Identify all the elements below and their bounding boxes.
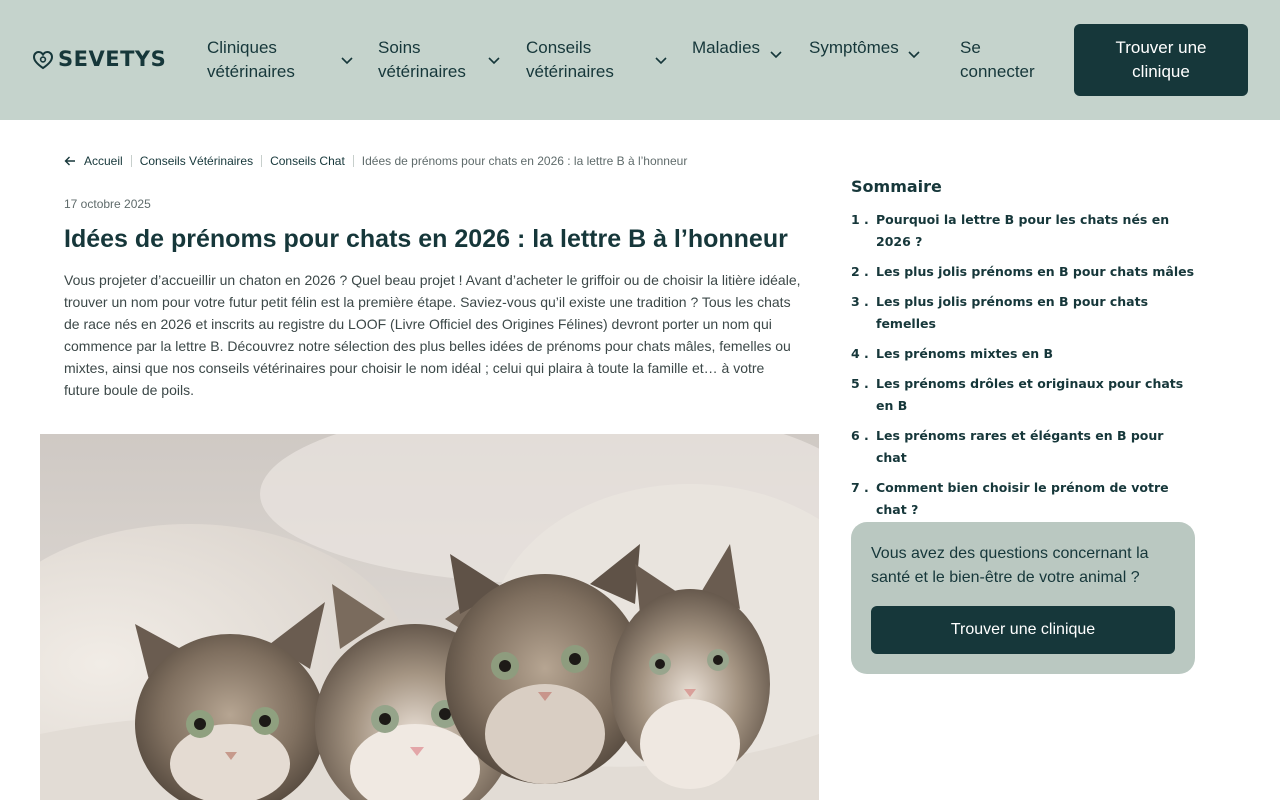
help-card bbox=[851, 522, 1195, 674]
nav-cliniques[interactable] bbox=[207, 36, 355, 84]
toc-item-text: Les prénoms rares et élégants en B pour chat bbox=[876, 428, 1164, 465]
paw-heart-icon bbox=[31, 47, 55, 71]
article-date: 17 octobre 2025 bbox=[64, 197, 151, 211]
toc-item[interactable] bbox=[851, 477, 1196, 521]
table-of-contents bbox=[851, 209, 1196, 529]
toc-item[interactable] bbox=[851, 343, 1196, 365]
help-find-clinic-button[interactable]: Trouver une clinique bbox=[871, 606, 1175, 654]
chevron-down-icon bbox=[654, 56, 668, 66]
toc-item[interactable] bbox=[851, 373, 1196, 417]
breadcrumb-conseils-chat[interactable]: Conseils Chat bbox=[270, 154, 345, 168]
toc-item[interactable] bbox=[851, 291, 1196, 335]
breadcrumb-current: Idées de prénoms pour chats en 2026 : la lettre B à l’honneur bbox=[361, 154, 688, 168]
chevron-down-icon bbox=[340, 56, 354, 66]
breadcrumb-separator bbox=[353, 155, 354, 167]
nav-symptomes[interactable] bbox=[809, 36, 929, 60]
nav-label: Maladies bbox=[692, 38, 761, 57]
nav-label: Conseils vétérinaires bbox=[526, 38, 614, 81]
toc-item-text: Les prénoms mixtes en B bbox=[876, 346, 1054, 361]
nav-soins[interactable] bbox=[378, 36, 502, 84]
site-header bbox=[0, 0, 1280, 120]
find-clinic-button[interactable]: Trouver une clinique bbox=[1074, 24, 1248, 96]
kittens-illustration bbox=[40, 434, 819, 800]
toc-item-number: 4 . bbox=[851, 346, 869, 361]
arrow-left-icon[interactable] bbox=[64, 155, 76, 167]
logo[interactable] bbox=[31, 47, 166, 71]
help-card-text: Vous avez des questions concernant la santé et le bien-être de votre animal ? bbox=[871, 545, 1149, 586]
toc-item-text: Pourquoi la lettre B pour les chats nés en 2026 ? bbox=[876, 212, 1170, 249]
chevron-down-icon bbox=[487, 56, 501, 66]
chevron-down-icon bbox=[907, 50, 921, 60]
toc-item-number: 2 . bbox=[851, 264, 869, 279]
toc-item[interactable] bbox=[851, 261, 1196, 283]
breadcrumb-separator bbox=[131, 155, 132, 167]
toc-item-text: Comment bien choisir le prénom de votre chat ? bbox=[876, 480, 1169, 517]
chevron-down-icon bbox=[769, 50, 783, 60]
nav-label: Cliniques vétérinaires bbox=[207, 38, 295, 81]
breadcrumb bbox=[64, 152, 687, 170]
toc-title: Sommaire bbox=[851, 177, 942, 196]
nav-conseils[interactable] bbox=[526, 36, 670, 84]
toc-item[interactable] bbox=[851, 425, 1196, 469]
nav-label: Symptômes bbox=[809, 38, 899, 57]
toc-item[interactable] bbox=[851, 209, 1196, 253]
toc-item-number: 6 . bbox=[851, 428, 869, 443]
breadcrumb-conseils-veterinaires[interactable]: Conseils Vétérinaires bbox=[139, 154, 254, 168]
toc-item-number: 7 . bbox=[851, 480, 869, 495]
toc-item-number: 1 . bbox=[851, 212, 869, 227]
toc-item-number: 3 . bbox=[851, 294, 869, 309]
article-intro: Vous projeter d’accueillir un chaton en 2026 ? Quel beau projet ! Avant d’acheter le griffoir ou de choisir la litière idéale, trouver un nom pour votre futur petit félin est la première étape. Saviez-vous qu’il existe une tradition ? Tous les chats de race nés en 2026 et inscrits au registre du LOOF (Livre Officiel des Origines Félines) devront porter un nom qui commence par la lettre B. Découvrez notre sélection des plus belles idées de prénoms pour chats mâles, femelles ou mixtes, ainsi que nos conseils vétérinaires pour choisir le nom idéal ; celui qui plaira à toute la famille et… à votre future boule de poils. bbox=[64, 272, 801, 398]
brand-name: SEVETYS bbox=[58, 47, 167, 71]
login-label: Se connecter bbox=[960, 38, 1035, 81]
toc-item-number: 5 . bbox=[851, 376, 869, 391]
toc-item-text: Les prénoms drôles et originaux pour chats en B bbox=[876, 376, 1184, 413]
nav-label: Soins vétérinaires bbox=[378, 38, 466, 81]
article-title: Idées de prénoms pour chats en 2026 : la lettre B à l’honneur bbox=[64, 225, 788, 253]
toc-item-text: Les plus jolis prénoms en B pour chats femelles bbox=[876, 294, 1149, 331]
hero-image bbox=[40, 434, 819, 800]
breadcrumb-separator bbox=[261, 155, 262, 167]
breadcrumb-home[interactable]: Accueil bbox=[84, 154, 123, 168]
toc-item-text: Les plus jolis prénoms en B pour chats mâles bbox=[876, 264, 1195, 279]
nav-maladies[interactable] bbox=[692, 36, 792, 60]
login-link[interactable] bbox=[960, 36, 1050, 84]
